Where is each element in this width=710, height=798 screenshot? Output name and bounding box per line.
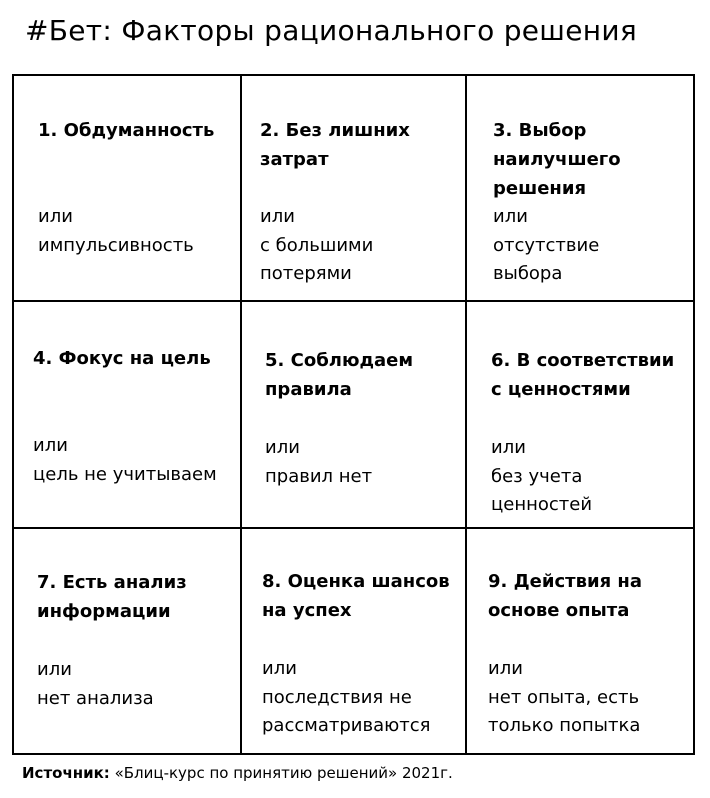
factor-heading: 3. Выбор наилучшего решения xyxy=(493,120,621,199)
factor-heading: 1. Обдуманность xyxy=(38,120,215,141)
factor-cell-3 xyxy=(467,76,695,300)
factor-alternative: или нет анализа xyxy=(37,659,154,709)
factor-alternative: или с большими потерями xyxy=(260,206,374,284)
factor-cell-9 xyxy=(467,529,695,755)
factor-cell-5 xyxy=(242,302,465,527)
factor-alternative: или последствия не рассматриваются xyxy=(262,658,431,736)
factor-cell-6 xyxy=(467,302,695,527)
factor-alternative: или правил нет xyxy=(265,437,373,487)
factor-cell-7 xyxy=(14,529,240,755)
source-text: «Блиц-курс по принятию решений» 2021г. xyxy=(109,764,453,782)
factor-alternative: или цель не учитываем xyxy=(33,435,217,485)
factor-cell-8 xyxy=(242,529,465,755)
factor-cell-2 xyxy=(242,76,465,300)
factor-alternative: или импульсивность xyxy=(38,206,194,256)
factor-heading: 4. Фокус на цель xyxy=(33,348,211,369)
factor-cell-4 xyxy=(14,302,240,527)
factor-heading: 5. Соблюдаем правила xyxy=(265,350,414,400)
factor-heading: 7. Есть анализ информации xyxy=(37,572,187,622)
factor-heading: 6. В соответствии с ценностями xyxy=(491,350,675,400)
factor-cell-1 xyxy=(14,76,240,300)
factor-alternative: или отсутствие выбора xyxy=(493,206,600,284)
factor-heading: 8. Оценка шансов на успех xyxy=(262,571,450,621)
factor-heading: 9. Действия на основe опыта xyxy=(488,571,642,621)
factor-heading: 2. Без лишних затрат xyxy=(260,120,410,170)
source-note xyxy=(22,764,453,782)
factor-alternative: или нет опыта, есть только попытка xyxy=(488,658,641,736)
page-title: #Бет: Факторы рационального решения xyxy=(25,14,637,47)
source-label: Источник: xyxy=(22,764,110,782)
factor-alternative: или без учета ценностей xyxy=(491,437,593,515)
factors-grid xyxy=(12,74,695,755)
